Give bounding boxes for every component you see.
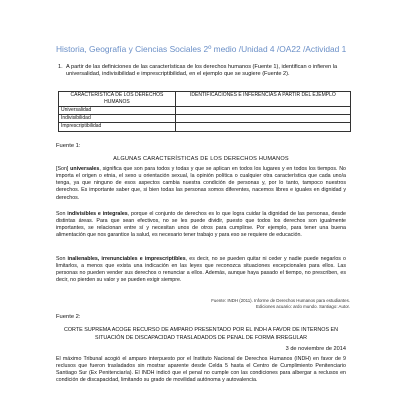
question-1 [58, 64, 356, 78]
row-answer-imprescriptibilidad[interactable] [175, 123, 350, 131]
source-2-date: 3 de noviembre de 2014 [285, 346, 346, 352]
row-answer-universalidad[interactable] [175, 107, 350, 115]
table-header-characteristic: CARACTERÍSTICA DE LOS DERECHOS HUMANOS [59, 92, 176, 107]
page-header: Historia, Geografía y Ciencias Sociales 2º medio /Unidad 4 /OA22 /Actividad 1 [56, 44, 347, 54]
row-label-imprescriptibilidad: Imprescriptibilidad [59, 123, 176, 131]
characteristics-table [58, 91, 351, 132]
table-row [59, 115, 351, 123]
row-label-indivisibilidad: Indivisibilidad [59, 115, 176, 123]
paragraph-prefix: Son [56, 211, 68, 217]
paragraph-body: , significa que son para todos y todas y que se aplican en todos los lugares y en todos los tiempos. No importa el origen o etnia, el sexo u orientación sexual, la opinión política o cualquier otra característica que cada uno/a tenga, ya que ninguno de esos aspectos cambia nuestra condición de personas y, por lo tanto, tampoco nuestros derechos. Es importante saber que, si bien todas las personas somos diferentes, nacemos libres e iguales en dignidad y derechos. [56, 166, 346, 201]
source-2-paragraph: El máximo Tribunal acogió el amparo interpuesto por el Instituto Nacional de Derechos Humanos (INDH) en favor de 9 reclusos que fueron trasladados sin mostrar aparente desde Celda 5 hasta el Centro de Cumplimiento Penitenciario Santiago Sur (Ex Penitenciaría). El INDH indicó que el penal no cumple con las condiciones para albergar a reclusos en condición de discapacidad, limitando su grado de movilidad autónoma y autovalencia. [56, 356, 346, 384]
paragraph-prefix: [Son] [56, 166, 71, 172]
table-header-row [59, 92, 351, 107]
paragraph-body: , porque el conjunto de derechos es lo que logra cuidar la dignidad de las personas, desde distintas áreas. Para que sean efectivos, no se les puede dividir, puesto que todos los derechos son igualmente importantes, se relacionan entre sí y necesitan unos de otros para cumplirse. Por ejemplo, para tener una buena alimentación que nos garantice la salud, es necesario tener trabajo y para eso se requiere de educación. [56, 211, 346, 239]
source-1-paragraph-inalienables [56, 256, 346, 285]
question-text: A partir de las definiciones de las características de los derechos humanos (Fuente 1), identifican o infieren la universalidad, indivisibilidad e imprescriptibilidad, en el ejemplo que se sugiere (Fuente 2). [66, 64, 338, 78]
source-2-label: Fuente 2: [56, 314, 81, 320]
source-1-citation [150, 298, 350, 309]
paragraph-keyword: inalienables, irrenunciables e imprescriptibles [67, 256, 186, 262]
source-1-paragraph-indivisibles [56, 211, 346, 240]
question-number: 1. [58, 64, 63, 70]
row-answer-indivisibilidad[interactable] [175, 115, 350, 123]
source-1-title: ALGUNAS CARACTERÍSTICAS DE LOS DERECHOS HUMANOS [113, 156, 289, 162]
table-row [59, 107, 351, 115]
paragraph-prefix: Son [56, 256, 68, 262]
paragraph-keyword: universales [70, 166, 100, 172]
citation-line-1: Fuente: INDH (2011). Informe de Derechos Humanos para estudiantes. [211, 298, 350, 303]
citation-line-2: Ediciones acuario: ardo mundo. Santiago: Autor. [256, 303, 350, 309]
paragraph-body: , es decir, no se pueden quitar ni ceder y nadie puede negarlos o limitarlos, a menos que exista una indicación en las leyes que reconozca situaciones excepcionales para ellos. Las personas no pueden vender sus derechos o renunciar a ellos. Además, aunque haya pasado el tiempo, no prescriben, es decir, no pierden su valor y se pueden exigir siempre. [56, 256, 346, 284]
source-1-label: Fuente 1: [56, 143, 81, 149]
row-label-universalidad: Universalidad [59, 107, 176, 115]
source-1-paragraph-universales [56, 166, 346, 202]
table-header-inferences: IDENTIFICACIONES E INFERENCIAS A PARTIR DEL EJEMPLO [175, 92, 350, 107]
table-row [59, 123, 351, 131]
source-2-title: CORTE SUPREMA ACOGE RECURSO DE AMPARO PRESENTADO POR EL INDH A FAVOR DE INTERNOS EN SITUACIÓN DE DISCAPACIDAD TRASLADADOS DE PENAL DE FORMA IRREGULAR [63, 327, 339, 341]
paragraph-keyword: indivisibles e integrales [67, 211, 128, 217]
